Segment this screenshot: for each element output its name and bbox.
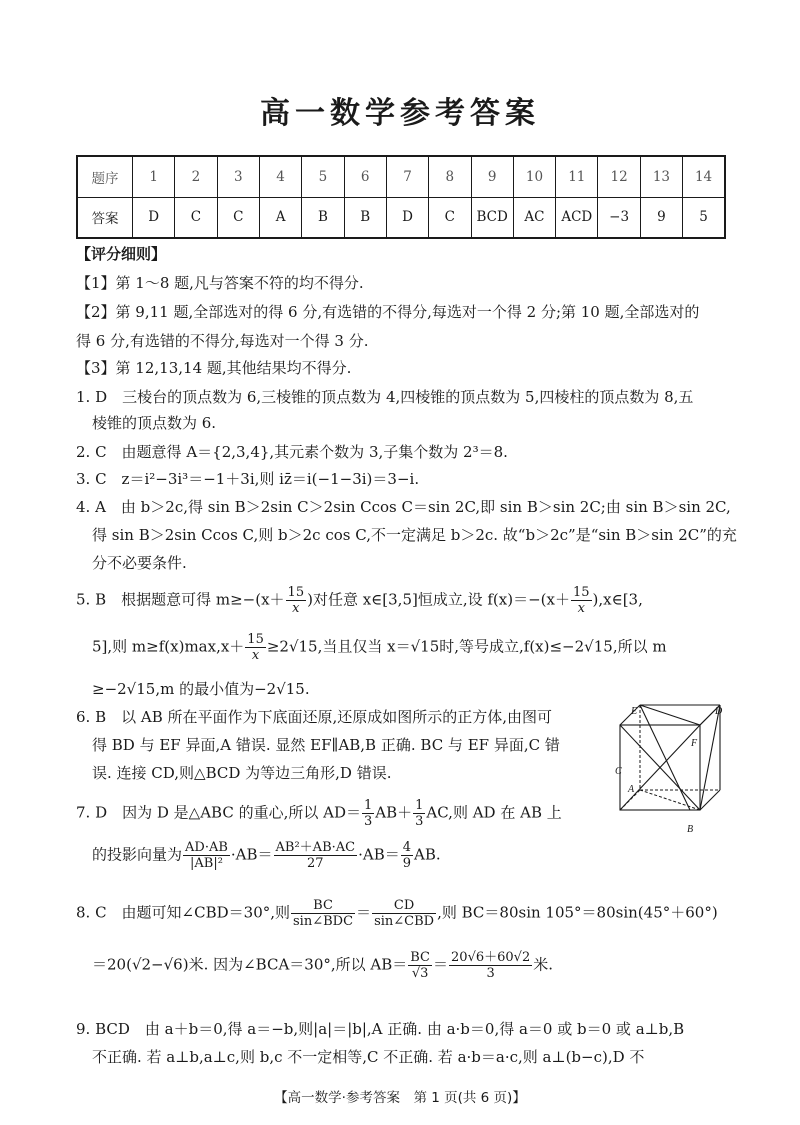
denominator: sin∠CBD	[374, 914, 435, 929]
vertex-label: B	[687, 824, 694, 835]
answer-cell: A	[259, 197, 301, 238]
rule-line: 【2】第 9,11 题,全部选对的得 6 分,有选错的不得分,每选对一个得 2 分;第 10 题,全部选对的	[76, 303, 700, 321]
fraction	[372, 898, 436, 929]
vertex-label: C	[615, 766, 622, 777]
solution-8-line-2	[92, 950, 553, 981]
fraction	[571, 585, 592, 616]
numerator: AD·AB	[185, 840, 228, 855]
text: )对任意 x∈[3,5]恒成立,设 f(x)＝−(x＋	[307, 590, 570, 609]
solution-line: 1. D 三棱台的顶点数为 6,三棱锥的顶点数为 4,四棱锥的顶点数为 5,四棱柱的顶点数为 8,五	[76, 388, 694, 406]
fraction	[362, 798, 374, 829]
answer-table-answer-row	[77, 197, 725, 238]
solution-line: 误. 连接 CD,则△BCD 为等边三角形,D 错误.	[92, 764, 392, 782]
answer-cell: B	[302, 197, 344, 238]
question-number: 4	[259, 156, 301, 197]
text: 米.	[533, 955, 554, 974]
numerator: BC	[410, 950, 431, 965]
answer-cell: BCD	[471, 197, 513, 238]
denominator: x	[577, 601, 585, 616]
question-number: 10	[513, 156, 555, 197]
numerator: 15	[247, 632, 264, 647]
solution-line: ≥−2√15,m 的最小值为−2√15.	[92, 680, 310, 698]
question-number: 11	[556, 156, 598, 197]
question-number: 5	[302, 156, 344, 197]
answer-cell: D	[133, 197, 175, 238]
solution-line: 3. C z＝i²−3i³＝−1＋3i,则 iz̄＝i(−1−3i)＝3−i.	[76, 470, 420, 488]
text: 的投影向量为	[92, 845, 183, 864]
solution-8-line-1	[76, 898, 718, 929]
solution-line: 棱锥的顶点数为 6.	[92, 414, 217, 432]
numerator: 15	[287, 585, 305, 600]
question-number: 2	[175, 156, 217, 197]
fraction	[291, 898, 355, 929]
solution-line: 不正确. 若 a⊥b,a⊥c,则 b,c 不一定相等,C 不正确. 若 a·b＝a·c,则 a⊥(b−c),D 不	[92, 1048, 645, 1066]
fraction	[413, 798, 425, 829]
rule-line: 【1】第 1～8 题,凡与答案不符的均不得分.	[76, 274, 364, 292]
denominator: x	[251, 648, 260, 663]
rule-line: 得 6 分,有选错的不得分,每选对一个得 3 分.	[76, 332, 369, 350]
solution-line: 9. BCD 由 a＋b＝0,得 a＝−b,则|a|＝|b|,A 正确. 由 a·b＝0,得 a＝0 或 b＝0 或 a⊥b,B	[76, 1020, 685, 1038]
numerator: CD	[372, 898, 436, 914]
cube-figure	[615, 700, 725, 835]
denominator: 9	[402, 856, 411, 871]
scoring-heading: 【评分细则】	[76, 245, 167, 263]
answer-table-number-row	[77, 156, 725, 197]
page-footer: 【高一数学·参考答案 第 1 页(共 6 页)】	[274, 1090, 526, 1106]
vertex-label: E	[631, 706, 638, 717]
numerator: 4	[402, 840, 411, 855]
text: 7. D 因为 D 是△ABC 的重心,所以 AD＝	[76, 803, 361, 822]
solution-5-line-1	[76, 585, 643, 616]
solution-line: 6. B 以 AB 所在平面作为下底面还原,还原成如图所示的正方体,由图可	[76, 708, 553, 726]
solution-line: 4. A 由 b＞2c,得 sin B＞2sin C＞2sin Ccos C＝sin 2C,即 sin B＞sin 2C;由 sin B＞sin 2C,	[76, 498, 731, 516]
question-number: 7	[386, 156, 428, 197]
numerator: AB²＋AB·AC	[275, 840, 356, 855]
text: ＝20(√2−√6)米. 因为∠BCA＝30°,所以 AB＝	[92, 955, 408, 974]
vertex-label: F	[691, 738, 698, 749]
row-label: 题序	[77, 156, 133, 197]
text: 5. B 根据题意可得 m≥−(x＋	[76, 590, 285, 609]
numerator: 15	[572, 585, 590, 600]
numerator: 20√6＋60√2	[451, 950, 531, 965]
question-number: 1	[133, 156, 175, 197]
text: ·AB＝	[358, 845, 400, 864]
denominator: 3	[486, 966, 495, 981]
page-title: 高一数学参考答案	[260, 96, 540, 131]
question-number: 6	[344, 156, 386, 197]
fraction	[183, 840, 230, 871]
row-label: 答案	[77, 197, 133, 238]
text: 8. C 由题可知∠CBD＝30°,则	[76, 903, 291, 922]
numerator: 1	[415, 798, 424, 813]
denominator: √3	[411, 966, 429, 981]
numerator: BC	[291, 898, 355, 914]
fraction	[449, 950, 532, 981]
text: ＝	[433, 955, 449, 974]
question-number: 8	[429, 156, 471, 197]
question-number: 13	[640, 156, 682, 197]
question-number: 3	[217, 156, 259, 197]
answer-cell: C	[217, 197, 259, 238]
denominator: 3	[363, 814, 373, 829]
denominator: |AB|²	[190, 856, 223, 871]
numerator: 1	[363, 798, 373, 813]
answer-table	[76, 155, 726, 239]
answer-cell: 9	[640, 197, 682, 238]
rule-line: 【3】第 12,13,14 题,其他结果均不得分.	[76, 359, 352, 377]
text: ),x∈[3,	[592, 590, 643, 609]
solution-7-line-1	[76, 798, 562, 829]
text: ≥2√15,当且仅当 x＝√15时,等号成立,f(x)≤−2√15,所以 m	[266, 637, 667, 656]
solution-line: 2. C 由题意得 A＝{2,3,4},其元素个数为 3,子集个数为 2³＝8.	[76, 443, 508, 461]
text: ＝	[356, 903, 372, 922]
fraction	[401, 840, 413, 871]
text: ·AB＝	[230, 845, 273, 864]
text: ,则 BC＝80sin 105°＝80sin(45°＋60°)	[437, 903, 718, 922]
answer-cell: ACD	[556, 197, 598, 238]
fraction	[274, 840, 358, 871]
question-number: 9	[471, 156, 513, 197]
solution-line: 得 sin B＞2sin Ccos C,则 b＞2c cos C,不一定满足 b＞2c. 故“b＞2c”是“sin B＞sin 2C”的充	[92, 526, 737, 544]
answer-cell: −3	[598, 197, 640, 238]
denominator: 3	[415, 814, 424, 829]
answer-cell: 5	[683, 197, 725, 238]
answer-cell: AC	[513, 197, 555, 238]
answer-cell: D	[386, 197, 428, 238]
solution-7-line-2	[92, 840, 441, 871]
denominator: sin∠BDC	[293, 914, 354, 929]
text: 5],则 m≥f(x)max,x＋	[92, 637, 245, 656]
text: AB＋	[375, 803, 413, 822]
fraction	[286, 585, 307, 616]
vertex-label: A	[628, 784, 635, 795]
solution-line: 得 BD 与 EF 异面,A 错误. 显然 EF∥AB,B 正确. BC 与 EF 异面,C 错	[92, 736, 560, 754]
answer-cell: C	[175, 197, 217, 238]
solution-line: 分不必要条件.	[92, 554, 187, 572]
text: AC,则 AD 在 AB 上	[426, 803, 562, 822]
denominator: x	[292, 601, 300, 616]
answer-cell: C	[429, 197, 471, 238]
question-number: 12	[598, 156, 640, 197]
question-number: 14	[683, 156, 725, 197]
fraction	[245, 632, 266, 663]
answer-cell: B	[344, 197, 386, 238]
fraction	[408, 950, 432, 981]
vertex-label: D	[715, 706, 723, 717]
text: AB.	[414, 845, 441, 864]
solution-5-line-2	[92, 632, 667, 663]
denominator: 27	[307, 856, 324, 871]
